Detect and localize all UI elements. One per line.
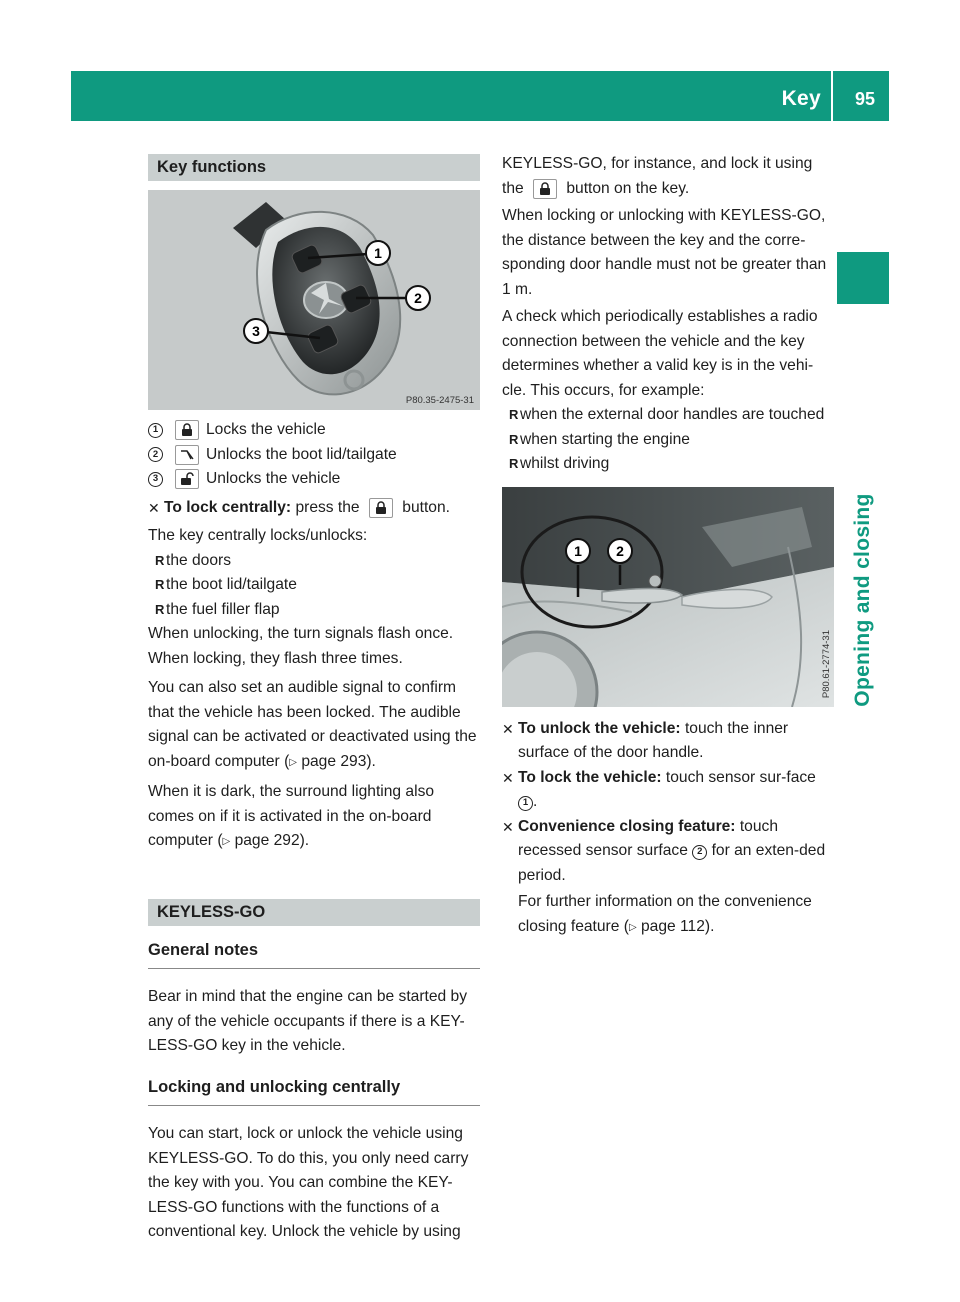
para-flash-once: When unlocking, the turn signals flash once. (148, 625, 454, 642)
list-item (148, 573, 480, 598)
list-item (502, 452, 834, 477)
page-ref-icon: ▷ (222, 836, 231, 847)
instruction-arrow-icon: ✕ (502, 720, 514, 737)
side-tab-marker (837, 252, 889, 304)
para-locking: You can start, lock or unlock the vehicle using KEYLESS-GO. To do this, you only need carry the key with you. You can combine the KEY-LESS-GO functions with the functions of a conventional key. Unlock the vehicle by using (148, 1125, 469, 1240)
para-flash-three: When locking, they flash three times. (148, 649, 403, 667)
key-function-item (148, 467, 480, 492)
bullet-icon: R (509, 456, 519, 471)
side-tab-label: Opening and closing (851, 493, 874, 707)
section-heading-keyless-go: KEYLESS-GO (148, 899, 480, 926)
figure-callout-3: 3 (252, 323, 260, 339)
para-dark (148, 780, 480, 855)
list-item-text: when starting the engine (520, 430, 690, 448)
page-header (71, 71, 889, 121)
bullet-icon: R (155, 601, 165, 617)
para-audible-text: You can also set an audible signal to confirm that the vehicle has been locked. The audible signal can be activated or deactivated using the on-board computer ( (148, 679, 477, 770)
figure-callout-2: 2 (414, 290, 422, 306)
instruction-text: touch sensor sur-face (665, 768, 816, 786)
unlock-icon (175, 469, 199, 489)
list-item-text: the boot lid/tailgate (166, 576, 297, 593)
callout-number: 3 (148, 472, 163, 487)
key-function-text: Unlocks the boot lid/tailgate (206, 445, 397, 463)
page-ref-292[interactable]: page 292). (234, 832, 310, 849)
figure-code: P80.35-2475-31 (405, 395, 474, 406)
para-continued-2 (502, 177, 834, 202)
para-check: A check which periodically establishes a radio connection between the vehicle and the key determines whether a valid key is in the vehi-cle. This occurs, for example: (502, 308, 818, 399)
instruction-lead: To lock centrally: (164, 498, 292, 516)
bullet-icon: R (509, 431, 519, 447)
lock-icon (533, 179, 557, 199)
key-figure (148, 190, 480, 410)
list-item-text: whilst driving (520, 455, 610, 472)
key-function-list (148, 418, 480, 492)
header-divider (831, 71, 833, 121)
key-function-item (148, 418, 480, 443)
page-ref-293[interactable]: page 293). (301, 752, 376, 770)
bullet-icon: R (155, 552, 165, 568)
right-column (502, 152, 834, 940)
subheading-locking: Locking and unlocking centrally (148, 1075, 480, 1107)
instruction-text-pre: press the (295, 498, 360, 516)
figure-code: P80.61-2774-31 (821, 630, 832, 699)
section-heading-key-functions: Key functions (148, 154, 480, 181)
key-function-text: Locks the vehicle (206, 421, 326, 438)
page-number: 95 (854, 89, 875, 109)
instruction-convenience (502, 815, 834, 889)
page-ref-112[interactable]: page 112). (641, 917, 715, 935)
instruction-lead: Convenience closing feature: (518, 817, 736, 835)
instruction-lead: To unlock the vehicle: (518, 719, 681, 737)
callout-number: 2 (692, 845, 707, 860)
key-function-text: Unlocks the vehicle (206, 470, 341, 487)
instruction-lead: To lock the vehicle: (518, 768, 662, 786)
para-continued-2b: button on the key. (566, 179, 690, 197)
instruction-text: touch the inner surface of the door handle. (518, 719, 789, 761)
para-general-notes: Bear in mind that the engine can be started by any of the vehicle occupants if there is a KEY-LESS-GO key in the vehicle. (148, 988, 468, 1054)
lock-icon (369, 498, 393, 518)
instruction-text-b: for an exten-ded period. (518, 842, 826, 884)
subheading-general-notes: General notes (148, 938, 480, 970)
instruction-arrow-icon: ✕ (148, 499, 160, 516)
para-dark-text: When it is dark, the surround lighting also comes on if it is activated in the on-board computer ( (148, 783, 435, 849)
bullet-icon: R (509, 407, 519, 422)
list-item (502, 403, 834, 428)
central-intro: The key centrally locks/unlocks: (148, 527, 368, 544)
figure-callout-1: 1 (374, 245, 382, 261)
key-illustration (148, 190, 480, 410)
page-ref-icon: ▷ (289, 756, 297, 768)
instruction-text-a: touch recessed sensor surface (518, 817, 778, 859)
list-item-text: the fuel filler flap (166, 600, 280, 618)
list-item-text: the doors (166, 551, 232, 569)
callout-number: 1 (148, 423, 163, 438)
para-convenience-more (502, 890, 834, 940)
list-item-text: when the external door handles are touched (520, 406, 825, 423)
para-continued: KEYLESS-GO, for instance, and lock it using (502, 155, 813, 172)
door-handle-illustration (502, 487, 834, 707)
callout-number: 2 (148, 447, 163, 462)
figure-callout-2: 2 (616, 542, 624, 559)
door-handle-figure (502, 487, 834, 707)
left-column (148, 154, 480, 1245)
list-item (148, 598, 480, 623)
list-item (502, 428, 834, 453)
para-audible (148, 676, 480, 775)
para-distance: When locking or unlocking with KEYLESS-GO, the distance between the key and the corre-sponding door handle must not be greater than 1 m. (502, 207, 827, 298)
instruction-arrow-icon: ✕ (502, 818, 514, 835)
lock-icon (175, 420, 199, 440)
figure-callout-1: 1 (574, 542, 582, 559)
instruction-text-post: button. (402, 498, 450, 516)
bullet-icon: R (155, 577, 165, 592)
boot-lid-icon (175, 445, 199, 465)
instruction-arrow-icon: ✕ (502, 769, 514, 786)
list-item (148, 549, 480, 574)
callout-number: 1 (518, 796, 533, 811)
para-convenience-text: For further information on the convenience closing feature ( (518, 893, 812, 935)
key-function-item (148, 443, 480, 468)
header-title: Key (781, 87, 821, 110)
instruction-unlock (502, 717, 834, 766)
para-continued-2a: the (502, 179, 524, 197)
page-ref-icon: ▷ (628, 921, 637, 933)
instruction-lock: ✕ To lock the vehicle: touch sensor sur-face 1 . (502, 766, 834, 815)
instruction-lock-centrally (148, 496, 480, 521)
